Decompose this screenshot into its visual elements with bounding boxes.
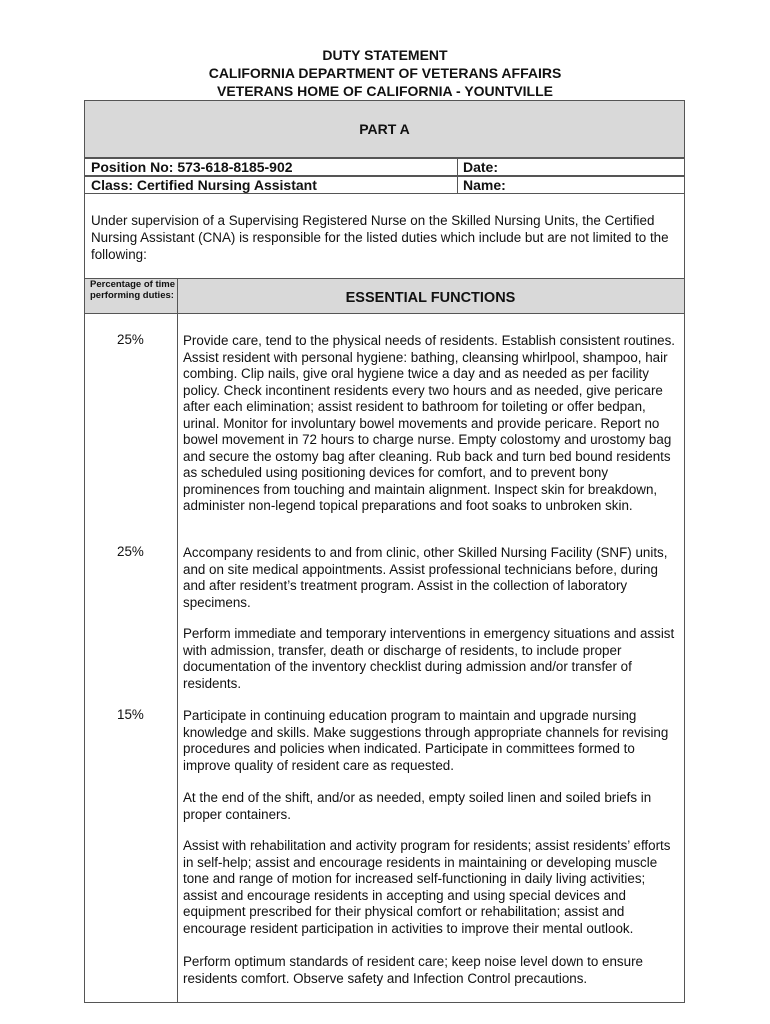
date-field: Date:: [457, 159, 498, 175]
column-divider: [177, 314, 178, 1002]
part-a-banner: [84, 100, 685, 158]
header-title: DUTY STATEMENT: [322, 47, 448, 63]
document-header: [0, 46, 770, 100]
functions-header: [84, 278, 685, 314]
duty-percentage: 25%: [117, 332, 144, 347]
duties-table: [84, 314, 685, 1003]
duty-paragraph: Accompany residents to and from clinic, other Skilled Nursing Facility (SNF) units, and on site medical appointments. Assist professional technicians before, during and after resident’s treatment program. Assist in the collection of laboratory specimens.: [183, 545, 668, 610]
header-facility: VETERANS HOME OF CALIFORNIA - YOUNTVILLE: [216, 83, 553, 99]
essential-functions-title: ESSENTIAL FUNCTIONS: [345, 290, 516, 306]
duty-paragraph: Perform immediate and temporary interventions in emergency situations and assist with admission, transfer, death or discharge of residents, to include proper documentation of the inventory checklist during admission and/or transfer of residents.: [183, 626, 675, 691]
intro-paragraph: [84, 194, 685, 278]
part-a-label: PART A: [359, 121, 410, 137]
position-number: Position No: 573-618-8185-902: [91, 159, 293, 175]
duty-paragraph: Perform optimum standards of resident care; keep noise level down to ensure residents comfort. Observe safety and Infection Control precautions.: [183, 954, 643, 986]
header-department: CALIFORNIA DEPARTMENT OF VETERANS AFFAIRS: [208, 65, 562, 81]
duty-paragraph: Participate in continuing education program to maintain and upgrade nursing knowledge and skills. Make suggestions through appropriate channels for revising procedures and policies when indicated. Participate in committees formed to improve quality of resident care as requested.: [183, 708, 669, 773]
class-row: [84, 176, 685, 194]
duty-paragraph: Provide care, tend to the physical needs of residents. Establish consistent routines. Assist resident with personal hygiene: bathing, cleansing whirlpool, shampoo, hair combing. Clip nails, give oral hygiene twice a day and as needed as per facility policy. Check incontinent residents every two hours and as needed, give pericare after each elimination; assist resident to bathroom for toileting or offer bedpan, urinal. Monitor for involuntary bowel movements and provide pericare. Report no bowel movement in 72 hours to charge nurse. Empty colostomy and urostomy bag and secure the ostomy bag after cleaning. Rub back and turn bed bound residents as scheduled using positioning devices for comfort, and to prevent bony prominences from touching and maintain alignment. Inspect skin for breakdown, administer non-legend topical preparations and foot soaks to unbroken skin.: [183, 333, 676, 513]
class-title: Class: Certified Nursing Assistant: [91, 177, 317, 193]
position-row: [84, 158, 685, 176]
duty-percentage: 25%: [117, 544, 144, 559]
name-field: Name:: [457, 177, 506, 193]
duty-paragraph: Assist with rehabilitation and activity program for residents; assist residents’ efforts in self-help; assist and encourage residents in maintaining or developing muscle tone and range of motion for increased self-functioning in daily living activities; assist and encourage residents in accepting and using special devices and equipment prescribed for their physical comfort or rehabilitation; assist and encourage resident participation in activities to improve their mental outlook.: [183, 838, 671, 936]
intro-text: Under supervision of a Supervising Registered Nurse on the Skilled Nursing Units, the Certified Nursing Assistant (CNA) is responsible for the listed duties which include but are not limited to the following:: [91, 213, 669, 262]
percentage-column-label: Percentage of time performing duties:: [90, 279, 175, 301]
duty-percentage: 15%: [117, 707, 144, 722]
duty-paragraph: At the end of the shift, and/or as needed, empty soiled linen and soiled briefs in proper containers.: [183, 790, 652, 822]
